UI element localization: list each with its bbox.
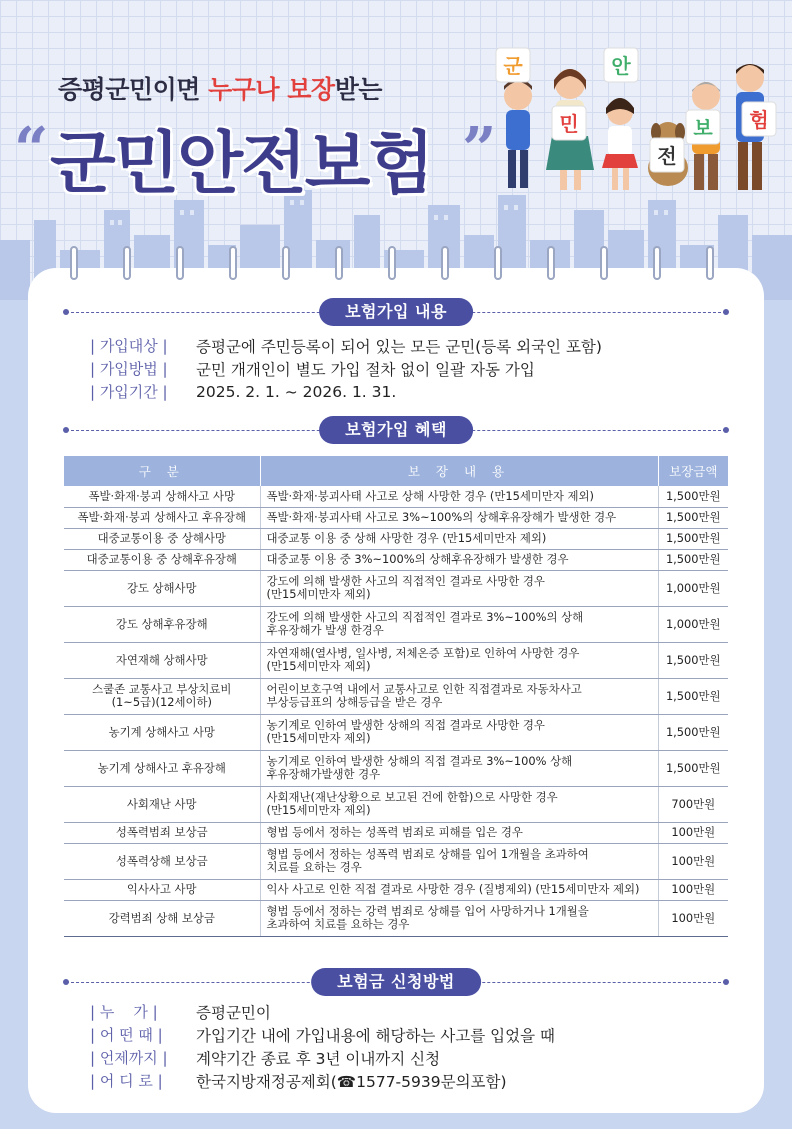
- table-row: [64, 822, 728, 843]
- sign-letter-1: 군: [503, 54, 523, 78]
- table-row: [64, 900, 728, 936]
- table-row: [64, 714, 728, 750]
- benefit-description-cell: 강도에 의해 발생한 사고의 직접적인 결과로 사망한 경우 (만15세미만자 제외): [260, 570, 658, 606]
- sign-letter-5: 보: [693, 116, 713, 140]
- benefit-category-cell: 사회재난 사망: [64, 786, 260, 822]
- benefits-table: [64, 456, 728, 937]
- section-title-claim: 보험금 신청방법: [311, 968, 481, 996]
- info-row: [90, 380, 602, 403]
- family-holding-signs-illustration: [480, 38, 780, 198]
- binder-ring: [335, 246, 343, 280]
- info-value: 증평군에 주민등록이 되어 있는 모든 군민(등록 외국인 포함): [196, 337, 602, 356]
- info-row: [90, 1069, 555, 1092]
- benefit-category-cell: 스쿨존 교통사고 부상치료비 (1~5급)(12세이하): [64, 678, 260, 714]
- header-subtitle: [58, 70, 382, 106]
- info-value: 계약기간 종료 후 3년 이내까지 신청: [196, 1049, 441, 1068]
- subtitle-text-end: 받는: [334, 75, 382, 104]
- benefit-amount-cell: 1,000만원: [658, 570, 728, 606]
- sign-letter-2: 민: [559, 112, 579, 136]
- table-row: [64, 642, 728, 678]
- benefit-category-cell: 자연재해 상해사망: [64, 642, 260, 678]
- table-row: [64, 549, 728, 570]
- benefit-category-cell: 대중교통이용 중 상해후유장해: [64, 549, 260, 570]
- subtitle-text: 증평군민이면: [58, 75, 209, 104]
- binder-ring: [229, 246, 237, 280]
- benefit-description-cell: 대중교통 이용 중 3%~100%의 상해후유장해가 발생한 경우: [260, 549, 658, 570]
- table-row: [64, 528, 728, 549]
- benefit-category-cell: 익사사고 사망: [64, 879, 260, 900]
- info-row: [90, 334, 602, 357]
- benefit-description-cell: 형법 등에서 정하는 성폭력 범죄로 피해를 입은 경우: [260, 822, 658, 843]
- benefit-description-cell: 형법 등에서 정하는 성폭력 범죄로 상해를 입어 1개월을 초과하여 치료를 요하는 경우: [260, 843, 658, 879]
- binder-ring: [70, 246, 78, 280]
- binder-ring: [653, 246, 661, 280]
- binder-ring: [123, 246, 131, 280]
- info-row: [90, 357, 602, 380]
- claim-info-list: [90, 1000, 555, 1092]
- table-row: [64, 879, 728, 900]
- subtitle-highlight: 누구나 보장: [208, 75, 335, 104]
- benefit-amount-cell: 100만원: [658, 822, 728, 843]
- table-row: [64, 486, 728, 507]
- person-3: [602, 98, 638, 190]
- benefit-category-cell: 폭발·화재·붕괴 상해사고 사망: [64, 486, 260, 507]
- benefit-category-cell: 농기계 상해사고 후유장해: [64, 750, 260, 786]
- info-label: | 언제까지 |: [90, 1049, 168, 1067]
- benefit-amount-cell: 1,500만원: [658, 549, 728, 570]
- benefit-category-cell: 대중교통이용 중 상해사망: [64, 528, 260, 549]
- table-row: [64, 507, 728, 528]
- info-label: | 가입대상 |: [90, 337, 168, 355]
- info-label: | 누 가 |: [90, 1003, 158, 1021]
- table-row: [64, 786, 728, 822]
- binder-ring: [547, 246, 555, 280]
- benefit-amount-cell: 100만원: [658, 900, 728, 936]
- open-quote-mark: “: [14, 115, 49, 185]
- binder-ring: [176, 246, 184, 280]
- column-header-category: 구 분: [64, 456, 260, 486]
- benefit-amount-cell: 100만원: [658, 879, 728, 900]
- benefit-amount-cell: 1,500만원: [658, 486, 728, 507]
- benefit-amount-cell: 100만원: [658, 843, 728, 879]
- section-title-benefits: 보험가입 혜택: [319, 416, 473, 444]
- info-value: 한국지방재정공제회(☎1577-5939문의포함): [196, 1072, 507, 1091]
- table-row: [64, 843, 728, 879]
- benefits-table-body: [64, 486, 728, 936]
- info-label: | 가입방법 |: [90, 360, 168, 378]
- benefit-amount-cell: 1,000만원: [658, 606, 728, 642]
- info-value: 군민 개개인이 별도 가입 절차 없이 일괄 자동 가입: [196, 360, 535, 379]
- info-label: | 어 디 로 |: [90, 1072, 163, 1090]
- binder-ring: [282, 246, 290, 280]
- info-label: | 가입기간 |: [90, 383, 168, 401]
- table-row: [64, 678, 728, 714]
- benefit-description-cell: 익사 사고로 인한 직접 결과로 사망한 경우 (질병제외) (만15세미만자 제외): [260, 879, 658, 900]
- benefit-amount-cell: 1,500만원: [658, 507, 728, 528]
- table-header-row: [64, 456, 728, 486]
- info-row: [90, 1023, 555, 1046]
- benefit-amount-cell: 1,500만원: [658, 528, 728, 549]
- benefit-amount-cell: 1,500만원: [658, 714, 728, 750]
- info-value: 가입기간 내에 가입내용에 해당하는 사고를 입었을 때: [196, 1026, 555, 1045]
- sign-letter-3: 안: [611, 54, 631, 78]
- benefit-amount-cell: 1,500만원: [658, 750, 728, 786]
- benefit-description-cell: 사회재난(재난상황으로 보고된 건에 한함)으로 사망한 경우 (만15세미만자 제외): [260, 786, 658, 822]
- person-1: [504, 79, 532, 188]
- benefit-description-cell: 어린이보호구역 내에서 교통사고로 인한 직접결과로 자동차사고 부상등급표의 상해등급을 받은 경우: [260, 678, 658, 714]
- column-header-amount: 보장금액: [658, 456, 728, 486]
- benefit-category-cell: 농기계 상해사고 사망: [64, 714, 260, 750]
- binder-ring: [494, 246, 502, 280]
- benefit-category-cell: 성폭력범죄 보상금: [64, 822, 260, 843]
- benefit-description-cell: 농기계로 인하여 발생한 상해의 직접 결과로 사망한 경우 (만15세미만자 제외): [260, 714, 658, 750]
- page-title: 군민안전보험: [50, 125, 433, 204]
- table-row: [64, 750, 728, 786]
- binder-ring: [441, 246, 449, 280]
- close-quote-mark: ”: [462, 115, 497, 185]
- benefit-description-cell: 강도에 의해 발생한 사고의 직접적인 결과로 3%~100%의 상해 후유장해가 발생 한경우: [260, 606, 658, 642]
- info-value: 증평군민이: [196, 1003, 271, 1022]
- benefit-description-cell: 대중교통 이용 중 상해 사망한 경우 (만15세미만자 제외): [260, 528, 658, 549]
- binder-ring: [388, 246, 396, 280]
- benefit-category-cell: 강도 상해후유장해: [64, 606, 260, 642]
- benefit-description-cell: 폭발·화재·붕괴사태 사고로 3%~100%의 상해후유장해가 발생한 경우: [260, 507, 658, 528]
- table-row: [64, 606, 728, 642]
- info-row: [90, 1046, 555, 1069]
- benefit-category-cell: 강력범죄 상해 보상금: [64, 900, 260, 936]
- table-row: [64, 570, 728, 606]
- benefit-amount-cell: 700만원: [658, 786, 728, 822]
- binder-ring: [600, 246, 608, 280]
- info-label: | 어 떤 때 |: [90, 1026, 163, 1044]
- binder-ring: [706, 246, 714, 280]
- sign-letter-4: 전: [657, 144, 677, 168]
- enrollment-info-list: [90, 334, 602, 403]
- sign-letter-6: 험: [749, 108, 769, 132]
- info-value: 2025. 2. 1. ~ 2026. 1. 31.: [196, 382, 397, 401]
- benefit-description-cell: 폭발·화재·붕괴사태 사고로 상해 사망한 경우 (만15세미만자 제외): [260, 486, 658, 507]
- benefit-amount-cell: 1,500만원: [658, 678, 728, 714]
- benefit-description-cell: 형법 등에서 정하는 강력 범죄로 상해를 입어 사망하거나 1개월을 초과하여 치료를 요하는 경우: [260, 900, 658, 936]
- benefit-description-cell: 자연재해(열사병, 일사병, 저체온증 포함)로 인하여 사망한 경우 (만15세미만자 제외): [260, 642, 658, 678]
- benefit-amount-cell: 1,500만원: [658, 642, 728, 678]
- section-title-enrollment: 보험가입 내용: [319, 298, 473, 326]
- info-row: [90, 1000, 555, 1023]
- benefit-category-cell: 폭발·화재·붕괴 상해사고 후유장해: [64, 507, 260, 528]
- benefit-description-cell: 농기계로 인하여 발생한 상해의 직접 결과로 3%~100% 상해 후유장해가발생한 경우: [260, 750, 658, 786]
- header-banner: [0, 0, 792, 300]
- content-card: [28, 268, 764, 1113]
- benefit-category-cell: 강도 상해사망: [64, 570, 260, 606]
- column-header-description: 보 장 내 용: [260, 456, 658, 486]
- benefit-category-cell: 성폭력상해 보상금: [64, 843, 260, 879]
